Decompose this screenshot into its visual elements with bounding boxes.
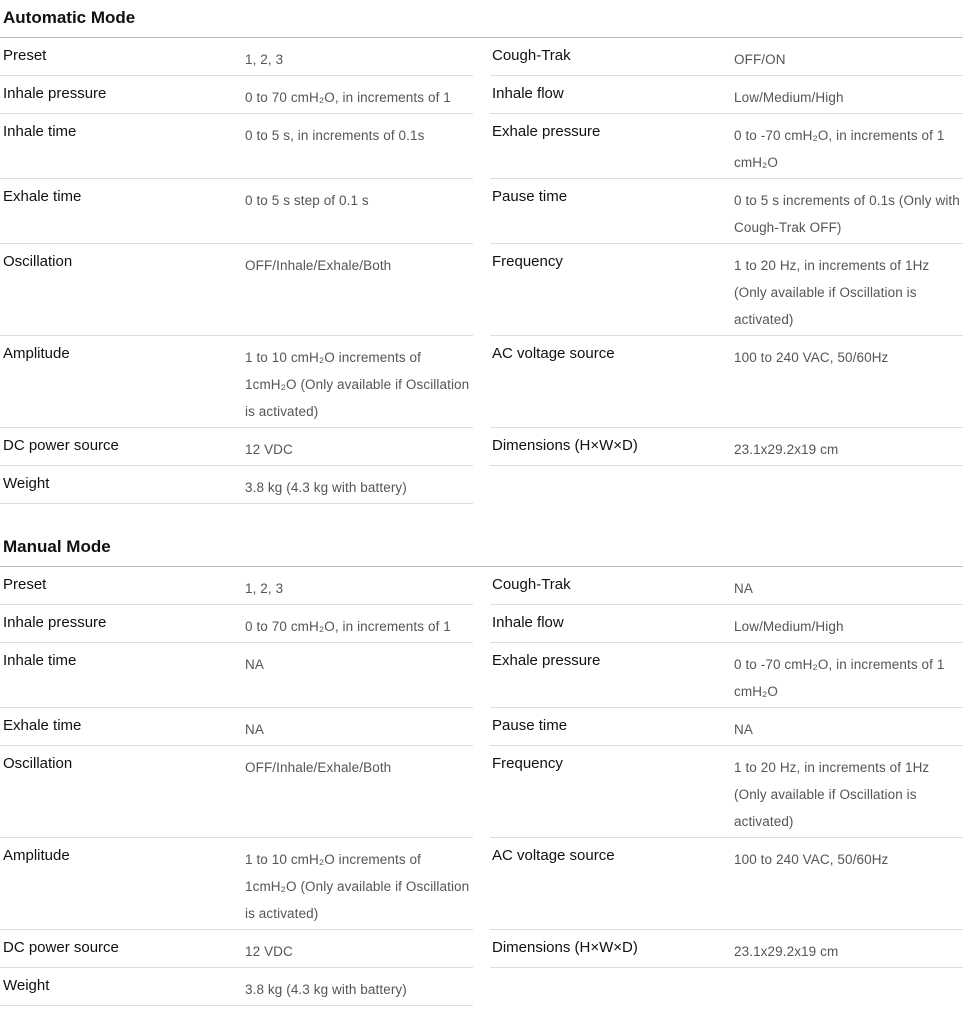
spec-label: Exhale time <box>3 717 82 734</box>
spec-label: Amplitude <box>3 847 70 864</box>
spec-value: 23.1x29.2x19 cm <box>734 944 839 959</box>
spec-value: 0 to 70 cmH₂O, in increments of 1 <box>245 619 451 634</box>
spec-row-preset <box>0 567 473 605</box>
spec-row-exhale-time <box>0 708 473 746</box>
spec-label: DC power source <box>3 437 119 454</box>
spec-value: 1 to 20 Hz, in increments of 1Hz (Only available if Oscillation is activated) <box>734 760 930 829</box>
spec-row-weight <box>0 968 473 1006</box>
spec-row-inhale-pressure <box>0 605 473 643</box>
spec-label: Inhale time <box>3 123 77 140</box>
spec-row-weight <box>0 466 473 504</box>
spec-label: Weight <box>3 977 50 994</box>
spec-row-ac-voltage <box>490 336 963 428</box>
spec-label: Exhale pressure <box>492 123 601 140</box>
spec-row-pause-time <box>490 708 963 746</box>
spec-row-ac-voltage <box>490 838 963 930</box>
spec-label: DC power source <box>3 939 119 956</box>
spec-label: Cough-Trak <box>492 576 571 593</box>
spec-label: Frequency <box>492 253 563 270</box>
spec-row-frequency <box>490 746 963 838</box>
spec-label: Dimensions (H×W×D) <box>492 437 638 454</box>
spec-row-exhale-time <box>0 179 473 244</box>
spec-value: 0 to 5 s step of 0.1 s <box>245 193 369 208</box>
spec-column-right <box>490 567 963 968</box>
spec-label: Oscillation <box>3 253 73 270</box>
spec-label: Inhale pressure <box>3 614 107 631</box>
spec-row-dc-power <box>0 930 473 968</box>
spec-label: Inhale time <box>3 652 77 669</box>
spec-value: 0 to 5 s, in increments of 0.1s <box>245 128 425 143</box>
section-heading: Automatic Mode <box>0 0 963 38</box>
spec-row-dimensions <box>490 930 963 968</box>
spec-label: Inhale pressure <box>3 85 107 102</box>
spec-value: 0 to -70 cmH₂O, in increments of 1 cmH₂O <box>734 657 945 699</box>
spec-columns <box>0 567 963 1035</box>
section-heading: Manual Mode <box>0 529 963 567</box>
spec-value: NA <box>245 722 264 737</box>
spec-label: Pause time <box>492 717 568 734</box>
spec-label: Weight <box>3 475 50 492</box>
spec-row-inhale-flow <box>490 76 963 114</box>
spec-value: 3.8 kg (4.3 kg with battery) <box>245 480 407 495</box>
spec-row-oscillation <box>0 244 473 336</box>
spec-label: Exhale time <box>3 188 82 205</box>
spec-label: Amplitude <box>3 345 70 362</box>
spec-value: Low/Medium/High <box>734 619 844 634</box>
spec-value: 12 VDC <box>245 442 293 457</box>
spec-value: NA <box>734 581 753 596</box>
spec-label: AC voltage source <box>492 345 615 362</box>
spec-value: NA <box>734 722 753 737</box>
spec-value: OFF/Inhale/Exhale/Both <box>245 258 392 273</box>
spec-value: Low/Medium/High <box>734 90 844 105</box>
spec-row-preset <box>0 38 473 76</box>
spec-row-inhale-time <box>0 643 473 708</box>
spec-value: OFF/Inhale/Exhale/Both <box>245 760 392 775</box>
spec-value: 0 to -70 cmH₂O, in increments of 1 cmH₂O <box>734 128 945 170</box>
spec-row-pause-time <box>490 179 963 244</box>
spec-row-exhale-pressure <box>490 114 963 179</box>
spec-value: NA <box>245 657 264 672</box>
spec-value: 1, 2, 3 <box>245 52 284 67</box>
spec-column-left <box>0 38 473 504</box>
spec-row-amplitude <box>0 336 473 428</box>
spec-label: Inhale flow <box>492 614 564 631</box>
spec-row-exhale-pressure <box>490 643 963 708</box>
spec-label: Preset <box>3 47 47 64</box>
spec-label: Inhale flow <box>492 85 564 102</box>
spec-value: 1 to 10 cmH₂O increments of 1cmH₂O (Only available if Oscillation is activated) <box>245 350 470 419</box>
spec-value: OFF/ON <box>734 52 786 67</box>
spec-label: Dimensions (H×W×D) <box>492 939 638 956</box>
spec-value: 3.8 kg (4.3 kg with battery) <box>245 982 407 997</box>
spec-value: 1 to 10 cmH₂O increments of 1cmH₂O (Only available if Oscillation is activated) <box>245 852 470 921</box>
spec-label: Pause time <box>492 188 568 205</box>
spec-row-oscillation <box>0 746 473 838</box>
spec-row-amplitude <box>0 838 473 930</box>
spec-row-cough-trak <box>490 38 963 76</box>
spec-value: 12 VDC <box>245 944 293 959</box>
spec-columns <box>0 38 963 506</box>
spec-label: Oscillation <box>3 755 73 772</box>
spec-value: 1, 2, 3 <box>245 581 284 596</box>
spec-row-inhale-flow <box>490 605 963 643</box>
spec-value: 23.1x29.2x19 cm <box>734 442 839 457</box>
spec-row-inhale-pressure <box>0 76 473 114</box>
spec-row-cough-trak <box>490 567 963 605</box>
spec-value: 0 to 5 s increments of 0.1s (Only with Cough-Trak OFF) <box>734 193 960 235</box>
spec-label: Cough-Trak <box>492 47 571 64</box>
spec-value: 100 to 240 VAC, 50/60Hz <box>734 350 889 365</box>
automatic-mode-section <box>0 0 963 506</box>
spec-label: AC voltage source <box>492 847 615 864</box>
spec-column-right <box>490 38 963 466</box>
spec-label: Exhale pressure <box>492 652 601 669</box>
manual-mode-section <box>0 529 963 1035</box>
spec-row-frequency <box>490 244 963 336</box>
spec-row-inhale-time <box>0 114 473 179</box>
spec-column-left <box>0 567 473 1006</box>
spec-value: 1 to 20 Hz, in increments of 1Hz (Only available if Oscillation is activated) <box>734 258 930 327</box>
spec-label: Frequency <box>492 755 563 772</box>
spec-row-dimensions <box>490 428 963 466</box>
spec-row-dc-power <box>0 428 473 466</box>
spec-value: 0 to 70 cmH₂O, in increments of 1 <box>245 90 451 105</box>
spec-value: 100 to 240 VAC, 50/60Hz <box>734 852 889 867</box>
spec-label: Preset <box>3 576 47 593</box>
